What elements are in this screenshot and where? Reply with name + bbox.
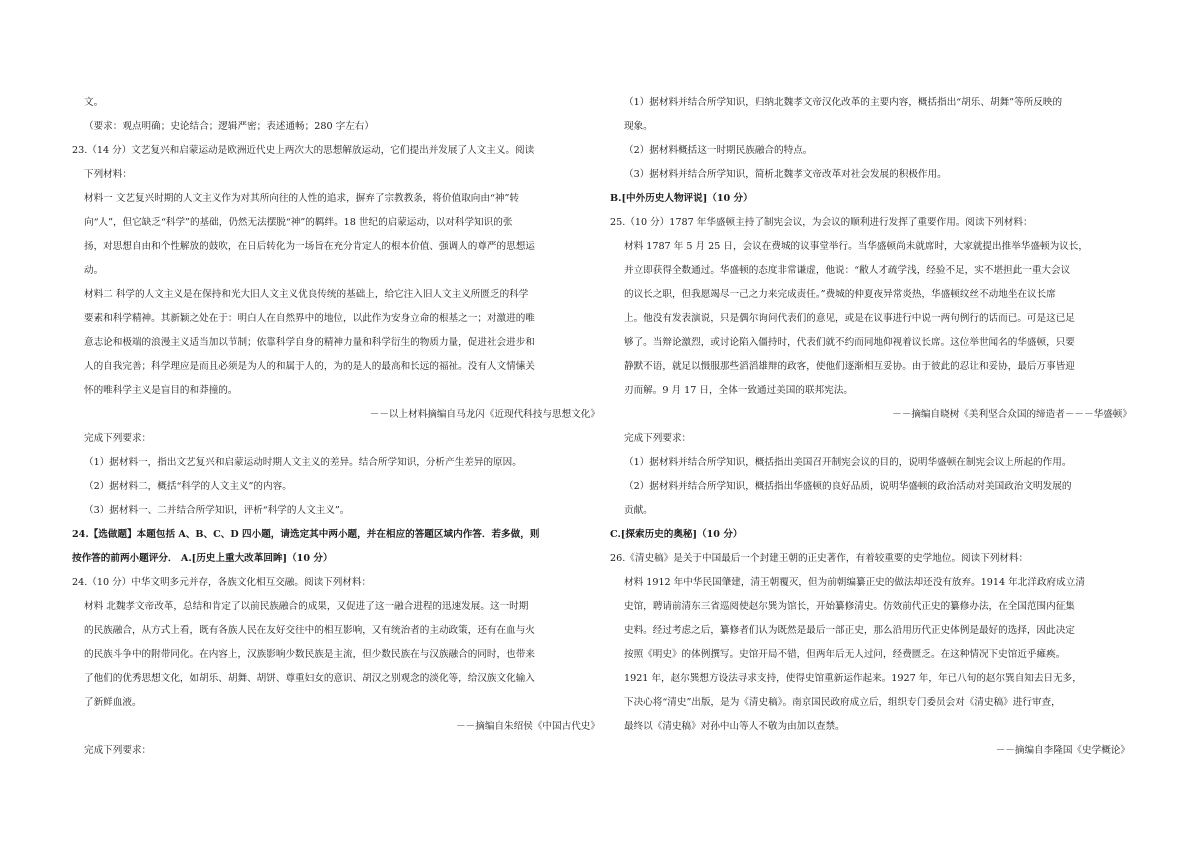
text-line: 意志论和极端的浪漫主义适当加以节制；依靠科学自身的精神力量和科学衍生的物质力量，促进社会进步和 xyxy=(84,337,535,348)
text-line: 史料。经过考虑之后，纂修者们认为既然是最后一部正史，那么沿用历代正史体例是最好的选择，因此决定 xyxy=(624,625,1075,636)
question-23-stem: 23.（14 分）文艺复兴和启蒙运动是欧洲近代史上两次大的思想解放运动，它们提出并发展了人文主义。阅读 xyxy=(72,145,535,156)
source-citation: －－以上材料摘编自马龙闪《近现代科技与思想文化》 xyxy=(369,409,600,420)
text-line: 够了。当辩论激烈，或讨论陷入僵持时，代表们就不约而同地仰视着议长席。这位举世闻名的华盛顿，只要 xyxy=(624,337,1075,348)
text-line: 的民族融合，从方式上看，既有各族人民在友好交往中的相互影响，又有统治者的主动政策，还有在血与火 xyxy=(84,625,535,636)
sub-question: （2）据材料并结合所学知识，概括指出华盛顿的良好品质，说明华盛顿的政治活动对美国政治文明发展的 xyxy=(624,481,1072,492)
text-line: 完成下列要求： xyxy=(624,433,692,444)
sub-question: （1）据材料并结合所学知识，归纳北魏孝文帝汉化改革的主要内容，概括指出“胡乐、胡舞”等所反映的 xyxy=(624,97,1063,108)
section-b-heading: B.[中外历史人物评说]（10 分） xyxy=(610,193,753,204)
text-line: 扬，对思想自由和个性解放的鼓吹，在日后转化为一场旨在充分肯定人的根本价值、强调人的尊严的思想运 xyxy=(84,241,535,252)
text-line: 按照《明史》的体例撰写。史馆开局不错，但两年后无人过问，经费匮乏。在这种情况下史馆近乎瘫痪。 xyxy=(624,649,1066,660)
section-c-heading: C.[探索历史的奥秘]（10 分） xyxy=(610,529,743,540)
text-line: 静默不语，就足以慑服那些滔滔雄辩的政客，使他们逐渐相互妥协。由于彼此的忍让和妥协，最后万事皆迎 xyxy=(624,361,1075,372)
text-line: （要求：观点明确；史论结合；逻辑严密；表述通畅；280 字左右） xyxy=(84,121,374,132)
text-line: 1921 年，赵尔巽想方设法寻求支持，使得史馆重新运作起来。1927 年，年已八旬的赵尔巽自知去日无多， xyxy=(624,673,1082,684)
question-25-stem: 25.（10 分）1787 年华盛顿主持了制宪会议，为会议的顺利进行发挥了重要作用。阅读下列材料： xyxy=(610,217,1033,228)
material-1-text: 材料一 文艺复兴时期的人文主义作为对其所向往的人性的追求，摒弃了宗教教条，将价值取向由“神”转 xyxy=(84,193,519,204)
material-text: 材料 北魏孝文帝改革，总结和肯定了以前民族融合的成果，又促进了这一融合进程的迅速发展。这一时期 xyxy=(84,601,529,612)
text-line: 人的自我完善；科学理应是而且必须是为人的和属于人的，为的是人的最高和长远的福祉。没有人文情愫关 xyxy=(84,361,535,372)
text-line: 下列材料： xyxy=(84,169,132,180)
sub-question: （1）据材料并结合所学知识，概括指出美国召开制宪会议的目的，说明华盛顿在制宪会议上所起的作用。 xyxy=(624,457,1072,468)
text-line: 了他们的优秀思想文化，如胡乐、胡舞、胡饼、尊重妇女的意识、胡汉之别观念的淡化等，给汉族文化输入 xyxy=(84,673,535,684)
text-line: 贡献。 xyxy=(624,505,653,516)
text-line: 向“人”，但它缺乏“科学”的基础，仍然无法摆脱“神”的羁绊。18 世纪的启蒙运动，以对科学知识的张 xyxy=(84,217,513,228)
question-26-stem: 26.《清史稿》是关于中国最后一个封建王朝的正史著作，有着较重要的史学地位。阅读下列材料： xyxy=(610,553,1029,564)
source-citation: －－摘编自朱绍侯《中国古代史》 xyxy=(456,721,600,732)
source-citation: －－摘编自李隆国《史学概论》 xyxy=(995,745,1130,756)
text-line: 并立即获得全数通过。华盛顿的态度非常谦虚，他说：“敝人才疏学浅，经验不足，实不堪担此一重大会议 xyxy=(624,265,1071,276)
text-line: 要素和科学精神。其新颖之处在于：明白人在自然界中的地位，以此作为安身立命的根基之一；对激进的唯 xyxy=(84,313,535,324)
sub-question: （3）据材料并结合所学知识，简析北魏孝文帝改革对社会发展的积极作用。 xyxy=(624,169,947,180)
text-line: 现象。 xyxy=(624,121,653,132)
text-line: 最终以《清史稿》对孙中山等人不敬为由加以查禁。 xyxy=(624,721,845,732)
sub-question: （2）据材料二，概括“科学的人文主义”的内容。 xyxy=(84,481,292,492)
question-24-heading: 24.【选做题】本题包括 A、B、C、D 四小题，请选定其中两小题，并在相应的答题区域内作答．若多做，则 xyxy=(72,529,540,540)
text-line: 完成下列要求： xyxy=(84,433,152,444)
material-text: 材料 1912 年中华民国肇建，清王朝覆灭，但为前朝编纂正史的做法却还没有放弃。1914 年北洋政府成立清 xyxy=(624,577,1085,588)
text-line: 文。 xyxy=(84,97,104,108)
text-line: 怀的唯科学主义是盲目的和莽撞的。 xyxy=(84,385,238,396)
text-line: 完成下列要求： xyxy=(84,745,152,756)
text-line: 的议长之职，但我愿竭尽一己之力来完成责任。”费城的仲夏夜异常炎热，华盛顿纹丝不动地坐在议长席 xyxy=(624,289,1056,300)
text-line: 动。 xyxy=(84,265,104,276)
sub-question: （2）据材料概括这一时期民族融合的特点。 xyxy=(624,145,813,156)
text-line: 史馆，聘请前清东三省巡阅使赵尔巽为馆长，开始纂修清史。仿效前代正史的纂修办法，在全国范围内征集 xyxy=(624,601,1075,612)
material-2-text: 材料二 科学的人文主义是在保持和光大旧人文主义优良传统的基础上，给它注入旧人文主义所匮乏的科学 xyxy=(84,289,529,300)
material-text: 材料 1787 年 5 月 25 日，会议在费城的议事堂举行。当华盛顿尚未就席时，大家就提出推举华盛顿为议长， xyxy=(624,241,1088,252)
source-citation: －－摘编自晓树《美利坚合众国的缔造者－－－华盛顿》 xyxy=(892,409,1132,420)
text-line: 刃而解。9 月 17 日，全体一致通过美国的联邦宪法。 xyxy=(624,385,853,396)
text-line: 的民族斗争中的附带同化。在内容上，汉族影响少数民族是主流，但少数民族在与汉族融合的同时，也带来 xyxy=(84,649,535,660)
text-line: 下决心将“清史”出版，是为《清史稿》。南京国民政府成立后，组织专门委员会对《清史稿》进行审查， xyxy=(624,697,1061,708)
sub-question: （3）据材料一、二并结合所学知识，评析“科学的人文主义”。 xyxy=(84,505,350,516)
text-line: 了新鲜血液。 xyxy=(84,697,142,708)
section-a-heading: 按作答的前两小题评分． A.[历史上重大改革回眸]（10 分） xyxy=(72,553,333,564)
text-line: 上。他没有发表演说，只是偶尔询问代表们的意见，或是在议事进行中说一两句例行的话而已。可是这已足 xyxy=(624,313,1075,324)
sub-question: （1）据材料一，指出文艺复兴和启蒙运动时期人文主义的差异。结合所学知识，分析产生差异的原因。 xyxy=(84,457,522,468)
question-24-stem: 24.（10 分）中华文明多元并存，各族文化相互交融。阅读下列材料： xyxy=(72,577,372,588)
